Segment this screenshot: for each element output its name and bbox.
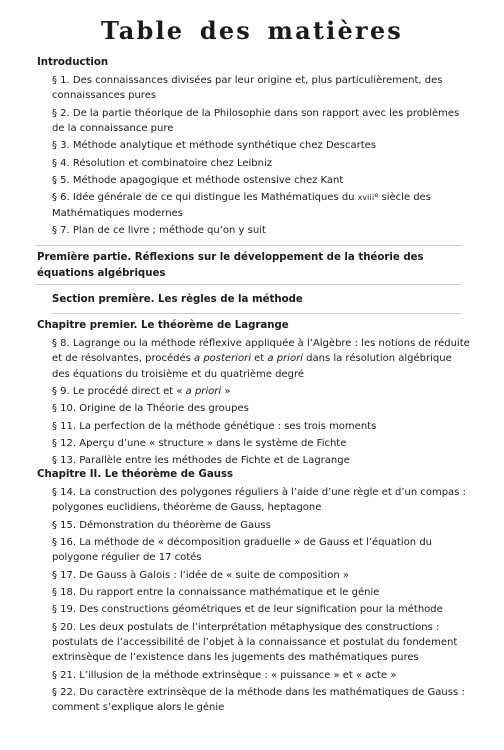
- toc-entry[interactable]: § 11. La perfection de la méthode génétique : ses trois moments: [52, 420, 377, 432]
- toc-entry[interactable]: § 2. De la partie théorique de la Philosophie dans son rapport avec les problèmes de la connaissance pure: [52, 107, 460, 135]
- toc-entry[interactable]: § 19. Des constructions géométriques et de leur signification pour la méthode: [52, 604, 443, 616]
- divider: [52, 313, 461, 314]
- toc-entry[interactable]: § 9. Le procédé direct et « a priori »: [52, 386, 231, 398]
- toc-entry[interactable]: § 3. Méthode analytique et méthode synthétique chez Descartes: [52, 140, 377, 152]
- introduction-list: [0, 73, 504, 240]
- introduction-heading[interactable]: Introduction: [37, 57, 109, 68]
- toc-entry[interactable]: § 5. Méthode apagogique et méthode ostensive chez Kant: [52, 175, 344, 186]
- century-smallcaps: xviii: [357, 193, 375, 203]
- chapter-2-heading[interactable]: Chapitre II. Le théorème de Gauss: [37, 469, 234, 480]
- page-title: Table des matières: [101, 16, 403, 45]
- part-heading[interactable]: Première partie. Réflexions sur le développement de la théorie des équations algébriques: [37, 252, 424, 279]
- toc-entry[interactable]: § 8. Lagrange ou la méthode réflexive appliquée à l’Algèbre : les notions de réduite et de résolvantes, procédés a posteriori et a priori dans la résolution algébrique des équations du troisième et du quatrième degré: [52, 338, 470, 380]
- toc-entry[interactable]: § 1. Des connaissances divisées par leur origine et, plus particulièrement, des connaissances pures: [52, 75, 443, 102]
- toc-entry[interactable]: § 4. Résolution et combinatoire chez Leibniz: [52, 157, 273, 169]
- toc-entry[interactable]: § 21. L’illusion de la méthode extrinsèque : « puissance » et « acte »: [52, 669, 397, 681]
- toc-entry[interactable]: § 17. De Gauss à Galois : l’idée de « suite de composition »: [52, 569, 349, 581]
- toc-entry[interactable]: § 10. Origine de la Théorie des groupes: [52, 403, 249, 415]
- toc-entry[interactable]: § 7. Plan de ce livre ; méthode qu’on y suit: [52, 225, 266, 236]
- toc-entry[interactable]: § 20. Les deux postulats de l’interprétation métaphysique des constructions : postulats de l’accessibilité de l’objet à la connaissance et postulat du fondement extrinsèque de l’existence dans les jugements des mathématiques pures: [52, 621, 458, 664]
- chapter-1-heading[interactable]: Chapitre premier. Le théorème de Lagrange: [37, 320, 289, 331]
- toc-entry[interactable]: § 16. La méthode de « décomposition graduelle » de Gauss et l’équation du polygone régulier de 17 cotés: [52, 537, 433, 564]
- toc-entry[interactable]: § 14. La construction des polygones réguliers à l’aide d’une règle et d’un compas : polygones euclidiens, théorème de Gauss, heptagone: [52, 487, 466, 514]
- divider: [36, 284, 461, 285]
- chapter-1-list: [0, 336, 504, 471]
- section-heading[interactable]: Section première. Les règles de la méthode: [52, 294, 303, 305]
- toc-entry[interactable]: § 15. Démonstration du théorème de Gauss: [52, 519, 271, 531]
- toc-entry[interactable]: § 18. Du rapport entre la connaissance mathématique et le génie: [52, 587, 380, 598]
- toc-entry[interactable]: § 22. Du caractère extrinsèque de la méthode dans les mathématiques de Gauss : comment s’explique alors le génie: [52, 687, 465, 714]
- divider: [36, 245, 461, 246]
- superscript: e: [374, 191, 379, 200]
- toc-entry[interactable]: § 12. Aperçu d’une « structure » dans le système de Fichte: [52, 438, 347, 449]
- toc-entry[interactable]: § 13. Parallèle entre les méthodes de Fichte et de Lagrange: [52, 455, 350, 467]
- chapter-2-list: [0, 485, 504, 718]
- toc-entry[interactable]: § 6. Idée générale de ce qui distingue les Mathématiques du xviii$^e$ siècle des Mathématiques modernes: [52, 191, 431, 219]
